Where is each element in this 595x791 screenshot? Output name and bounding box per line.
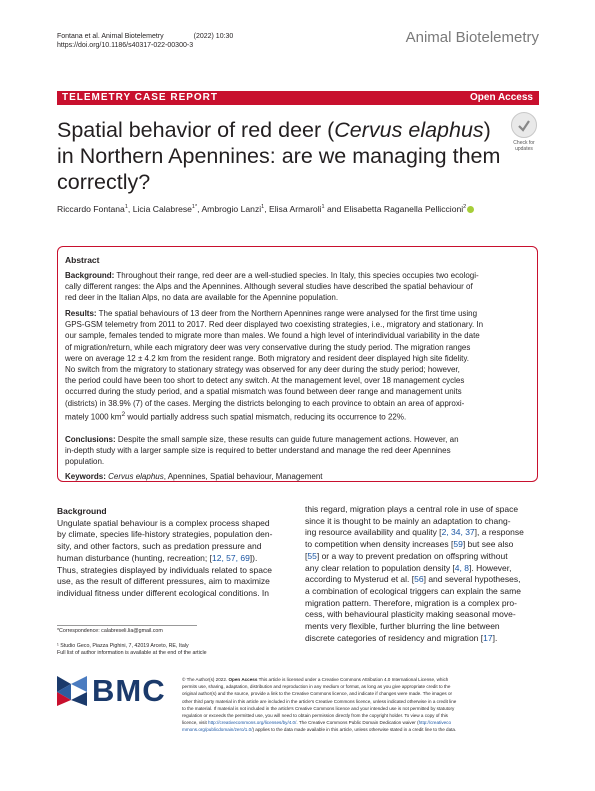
text: population. [65, 457, 105, 467]
abstract-background [65, 270, 531, 304]
text: migration pattern. Therefore, migration is a complex pro- [305, 597, 517, 608]
text: The spatial behaviours of 13 deer from the Northern Apennines range were analysed for the first time using [96, 309, 478, 318]
text: the period could have been too short to detect any switch. At the management level, over 18 management cycles [65, 376, 465, 386]
author-name[interactable]: Elisabetta Raganella Pelliccioni [343, 204, 464, 214]
citation-header [57, 32, 233, 50]
article-type-label: TELEMETRY CASE REPORT [62, 92, 219, 103]
author-name[interactable]: Ambrogio Lanzi [201, 204, 262, 214]
doi-link[interactable]: https://doi.org/10.1186/s40317-022-00300-3 [57, 42, 194, 49]
author-affil: 1 [321, 204, 325, 211]
text: . The Creative Commons Public Domain Dedication waiver ( [296, 720, 419, 726]
text: individual fitness under different ecological conditions. In [57, 587, 270, 598]
text: ] or a way to prevent predation on offspring without [316, 550, 508, 561]
text: Ungulate spatial behaviour is a complex process shaped [57, 517, 270, 528]
abstract-conclusions [65, 434, 531, 468]
author-affil: 1* [191, 204, 198, 211]
text: use, as the result of different pressures, aim to maximize [57, 576, 270, 587]
abstract-results [65, 308, 531, 423]
citation-link[interactable]: 55 [307, 550, 317, 561]
title-part: ) [483, 118, 491, 142]
text: Throughout their range, red deer are a well-studied species. In Italy, this species occupies two ecologi- [114, 271, 479, 280]
citation-link[interactable]: 56 [414, 574, 424, 585]
section-label: Conclusions: [65, 435, 116, 444]
license-text [182, 676, 539, 734]
check-for-updates-button[interactable] [509, 112, 539, 152]
text: in-depth study with a larger sample size is required to better understand and manage the red deer Apennines [65, 446, 451, 456]
bmc-wordmark: BMC [92, 673, 166, 708]
text: ] and several hypotheses, [423, 574, 521, 585]
text: licence, visit [182, 720, 209, 726]
text: (districts) in 38.9% (7) of the cases. Merging the districts belonging to each province to obtain an area of approxi- [65, 398, 465, 408]
text: a combination of ecological triggers can explain the same [305, 585, 521, 596]
text: cess, with behavioural plasticity making seasonal move- [305, 609, 516, 620]
text: GPS-GSM telemetry from 2011 to 2017. Red deer displayed two coexisting strategies, i.e., migratory and stationary. In [65, 320, 484, 330]
text: cally different ranges: the Alps and the Apennines. Although several studies have described the spatial behaviour of [65, 282, 473, 292]
author-name[interactable]: Riccardo Fontana [57, 204, 125, 214]
affiliation-note: ¹ Studio Geco, Piazza Pighini, 7, 42019 Arceto, RE, Italy [57, 643, 189, 649]
correspondence-note: *Correspondence: calabreseli.lia@gmail.com [57, 628, 163, 634]
text: ] but see also [462, 539, 514, 550]
text: ]. However, [468, 562, 512, 573]
text: ) applies to the data made available in this article, unless otherwise stated in a credit line to the data. [252, 727, 457, 733]
license-link[interactable]: http://creativecommons.org/licenses/by/4.0/ [208, 720, 297, 726]
title-part: Spatial behavior of red deer ( [57, 118, 335, 142]
title-line-3: correctly? [57, 170, 151, 194]
footnote-divider [57, 625, 197, 626]
text: ]. [492, 632, 498, 643]
journal-name: Animal Biotelemetry [405, 29, 539, 46]
open-access-label: Open Access [470, 92, 533, 103]
text: , Apennines, Spatial behaviour, Management [163, 472, 323, 481]
author-affil: 1 [261, 204, 265, 211]
citation-year: (2022) 10:30 [193, 33, 234, 40]
text: to competition when density increases [ [305, 539, 454, 550]
bmc-logo-icon [57, 676, 89, 711]
text: discrete categories of residency and migration [ [305, 632, 484, 643]
orcid-icon[interactable] [467, 206, 474, 213]
text: ]). [249, 552, 258, 563]
text: ments very flexible, further blurring the line between [305, 621, 500, 632]
pd-link[interactable]: http://creativeco [418, 720, 452, 726]
text: sity, and other factors, such as predation pressure and [57, 541, 262, 552]
text: Open Access [228, 677, 258, 682]
text: any clear relation to population density [ [305, 562, 455, 573]
author-name[interactable]: Elisa Armaroli [269, 204, 322, 214]
text: by climate, species life-history strategies, population den- [57, 529, 273, 540]
text: ing resource availability and quality [ [305, 527, 442, 538]
text: ], a response [474, 527, 524, 538]
text: to the material. If material is not included in the article's Creative Commons licence and your intended use is not permitted by statutory [182, 705, 455, 711]
citation-link[interactable]: 17 [483, 632, 493, 643]
text: permits use, sharing, adaptation, distribution and reproduction in any medium or format, as long as you give appropriate credit to the [182, 684, 451, 690]
check-updates-label: Check for updates [513, 140, 535, 152]
text: original author(s) and the source, provide a link to the Creative Commons licence, and indicate if changes were made. The images or [182, 691, 453, 697]
text: regulation or exceeds the permitted use, you will need to obtain permission directly from the copyright holder. To view a copy of this [182, 713, 448, 719]
title-species: Cervus elaphus [334, 118, 484, 142]
keywords [65, 471, 531, 482]
citation-text: Fontana et al. Animal Biotelemetry [57, 33, 164, 40]
text: our sample, females tended to migrate more than males. We found a high level of interindividual variability in the date [65, 331, 480, 341]
author-affil: 1 [124, 204, 128, 211]
text: of migration/return, while each migratory deer was very conservative during the study period. The migration ranges [65, 342, 471, 352]
body-column-right [305, 504, 540, 644]
abstract-box [57, 246, 538, 482]
text: [ [305, 550, 308, 561]
text: mately 1000 km [65, 412, 122, 422]
text: were on average 12 ± 4.2 km from the resident range. Both migratory and resident deer displayed high site fidelity. [65, 353, 470, 363]
superscript: 2 [121, 410, 126, 418]
text: Despite the small sample size, these results can guide future management actions. However, an [115, 435, 459, 444]
section-label: Keywords: [65, 472, 106, 481]
text: other third party material in this article are included in the article's Creative Commons licence, unless indicated otherwise in a credit line [182, 698, 457, 704]
text: since it is thought to be mainly an adaptation to chang- [305, 515, 511, 526]
author-affil: 2 [463, 204, 467, 211]
abstract-heading: Abstract [65, 255, 100, 265]
article-title [57, 117, 507, 195]
body-column-left [57, 506, 292, 600]
citation-link[interactable]: 59 [453, 539, 463, 550]
pd-link[interactable]: mmons.org/publicdomain/zero/1.0/ [182, 727, 253, 733]
citation-link[interactable]: 12, 57, 69 [211, 552, 250, 563]
citation-link[interactable]: 4, 8 [454, 562, 469, 573]
check-updates-icon [511, 112, 537, 138]
section-heading: Background [57, 506, 107, 516]
text: occurred during the study period, and a spatial mismatch was found between deer range and management units [65, 387, 462, 397]
text: © The Author(s) 2022. [182, 677, 229, 682]
author-list: Riccardo Fontana$^1$, Licia Calabrese$^{1*}$, Ambrogio Lanzi$^1$, Elisa Armaroli$^1$ and Elisabetta Raganella Pelliccioni$^2$ [57, 204, 539, 214]
author-info-note: Full list of author information is available at the end of the article [57, 650, 207, 656]
section-label: Background: [65, 271, 115, 280]
text: would partially address such spatial mismatch, reducing its occurrence to 22%. [125, 412, 407, 422]
text: No switch from the migratory to stationary strategy was observed for any deer during the study period; however, [65, 365, 460, 375]
text: human disturbance (hunting, recreation; [ [57, 552, 212, 563]
title-line-2: in Northern Apennines: are we managing them [57, 144, 501, 168]
text: Thus, strategies displayed by individuals related to space [57, 564, 272, 575]
section-label: Results: [65, 309, 97, 318]
text: This article is licensed under a Creative Commons Attribution 4.0 International License, which [257, 677, 449, 682]
keyword-species: Cervus elaphus [105, 472, 164, 481]
article-type-banner [57, 91, 539, 105]
text: this regard, migration plays a central role in use of space [305, 504, 519, 514]
author-name[interactable]: Licia Calabrese [132, 204, 192, 214]
citation-link[interactable]: 2, 34, 37 [441, 527, 475, 538]
text: according to Mysterud et al. [ [305, 574, 415, 585]
text: red deer in the Italian Alps, no data are available for the Apennine population. [65, 293, 339, 303]
